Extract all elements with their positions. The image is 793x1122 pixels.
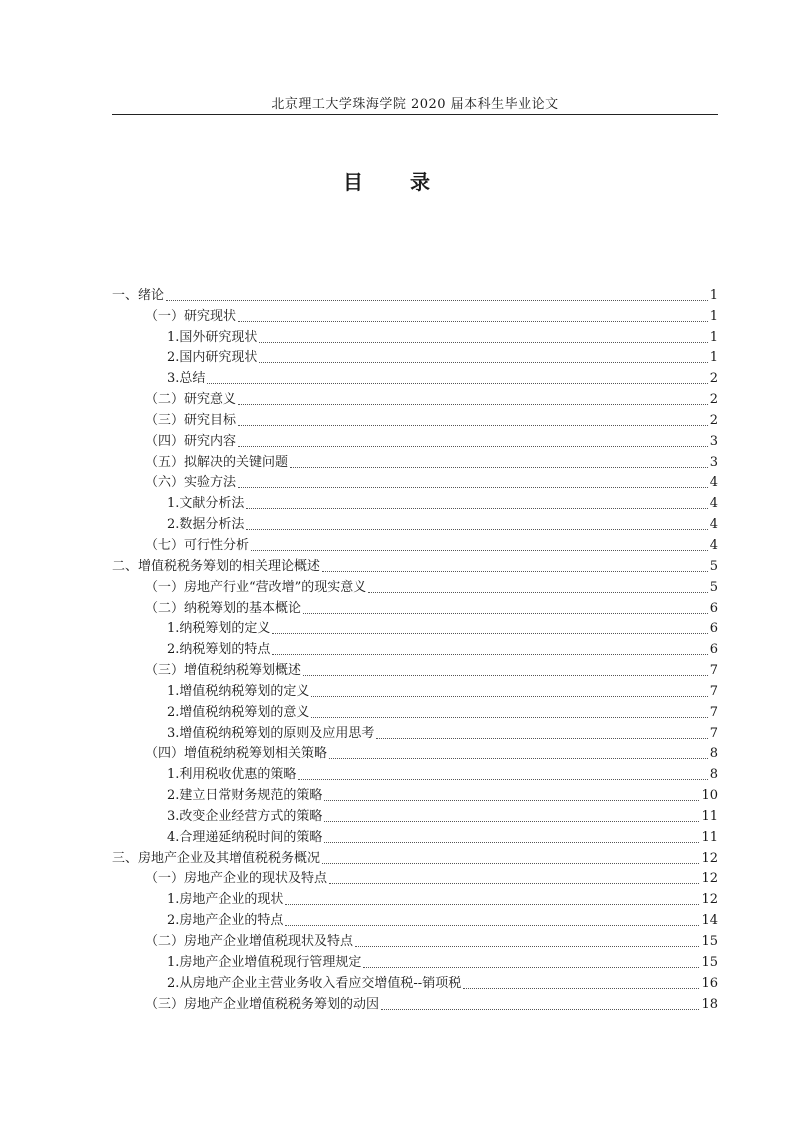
toc-entry-page: 12 bbox=[701, 850, 718, 866]
page-header: 北京理工大学珠海学院 2020 届本科生毕业论文 bbox=[271, 97, 559, 112]
toc-entry-page: 2 bbox=[709, 392, 718, 408]
toc-leader-dots bbox=[272, 654, 707, 655]
toc-entry-label: （七）可行性分析 bbox=[145, 537, 250, 553]
toc-entry[interactable] bbox=[112, 491, 718, 512]
toc-entry[interactable] bbox=[112, 804, 718, 825]
toc-leader-dots bbox=[166, 300, 708, 301]
toc-entry[interactable] bbox=[112, 512, 718, 533]
toc-leader-dots bbox=[303, 675, 708, 676]
header-rule bbox=[112, 114, 718, 115]
toc-entry-page: 14 bbox=[701, 913, 718, 929]
toc-leader-dots bbox=[322, 863, 699, 864]
toc-entry[interactable] bbox=[112, 450, 718, 471]
toc-leader-dots bbox=[311, 717, 707, 718]
toc-entry-label: 2.增值税纳税筹划的意义 bbox=[167, 704, 310, 720]
toc-entry-page: 18 bbox=[701, 996, 718, 1012]
toc-entry-page: 11 bbox=[701, 808, 718, 824]
toc-entry-page: 2 bbox=[709, 412, 718, 428]
toc-entry[interactable] bbox=[112, 742, 718, 763]
toc-entry-label: （一）研究现状 bbox=[145, 308, 237, 324]
toc-entry-page: 5 bbox=[709, 579, 718, 595]
toc-entry[interactable] bbox=[112, 762, 718, 783]
toc-entry-label: 1.房地产企业的现状 bbox=[167, 892, 284, 908]
toc-entry-page: 6 bbox=[709, 621, 718, 637]
toc-leader-dots bbox=[238, 487, 708, 488]
toc-entry-label: （二）研究意义 bbox=[145, 392, 237, 408]
toc-leader-dots bbox=[238, 446, 708, 447]
toc-entry[interactable] bbox=[112, 887, 718, 908]
toc-leader-dots bbox=[238, 425, 708, 426]
toc-entry-label: （三）增值税纳税筹划概述 bbox=[145, 663, 302, 679]
toc-entry[interactable] bbox=[112, 992, 718, 1013]
toc-entry-page: 1 bbox=[709, 287, 718, 303]
toc-leader-dots bbox=[322, 571, 708, 572]
toc-leader-dots bbox=[285, 925, 699, 926]
toc-entry-page: 7 bbox=[709, 704, 718, 720]
toc-leader-dots bbox=[207, 383, 707, 384]
toc-leader-dots bbox=[329, 883, 699, 884]
toc-entry[interactable] bbox=[112, 283, 718, 304]
toc-entry-page: 15 bbox=[701, 954, 718, 970]
toc-leader-dots bbox=[246, 508, 707, 509]
toc-leader-dots bbox=[324, 821, 699, 822]
toc-entry-page: 15 bbox=[701, 934, 718, 949]
toc-entry-label: 1.文献分析法 bbox=[167, 496, 245, 512]
toc-entry-label: （一）房地产企业的现状及特点 bbox=[145, 871, 328, 887]
toc-entry[interactable] bbox=[112, 825, 718, 846]
toc-entry[interactable] bbox=[112, 617, 718, 638]
toc-entry-label: 一、绪论 bbox=[112, 287, 165, 303]
toc-entry-label: （一）房地产行业“营改增”的现实意义 bbox=[145, 579, 367, 595]
toc-leader-dots bbox=[290, 467, 708, 468]
toc-entry-label: （二）房地产企业增值税现状及特点 bbox=[145, 934, 354, 949]
page-title: 目 录 bbox=[343, 170, 450, 194]
toc-entry-page: 12 bbox=[701, 871, 718, 887]
toc-entry-label: （四）增值税纳税筹划相关策略 bbox=[145, 746, 328, 762]
toc-leader-dots bbox=[303, 613, 708, 614]
toc-entry-label: 二、增值税税务筹划的相关理论概述 bbox=[112, 558, 321, 574]
toc-leader-dots bbox=[285, 904, 699, 905]
toc-entry[interactable] bbox=[112, 575, 718, 596]
table-of-contents bbox=[112, 283, 718, 1013]
toc-entry-label: 3.改变企业经营方式的策略 bbox=[167, 808, 323, 824]
toc-entry-page: 5 bbox=[709, 558, 718, 574]
toc-entry-page: 1 bbox=[709, 350, 718, 366]
toc-entry-label: 3.增值税纳税筹划的原则及应用思考 bbox=[167, 725, 375, 741]
toc-leader-dots bbox=[298, 779, 707, 780]
toc-leader-dots bbox=[272, 633, 707, 634]
toc-leader-dots bbox=[238, 321, 708, 322]
toc-entry[interactable] bbox=[112, 596, 718, 617]
toc-entry[interactable] bbox=[112, 533, 718, 554]
toc-entry-label: 1.国外研究现状 bbox=[167, 329, 258, 345]
toc-entry-label: 2.数据分析法 bbox=[167, 517, 245, 533]
toc-entry-label: 三、房地产企业及其增值税税务概况 bbox=[112, 850, 321, 866]
toc-entry[interactable] bbox=[112, 679, 718, 700]
toc-entry-label: 2.房地产企业的特点 bbox=[167, 913, 284, 929]
toc-leader-dots bbox=[355, 946, 699, 947]
toc-entry-page: 2 bbox=[709, 371, 718, 387]
toc-entry-page: 8 bbox=[709, 767, 718, 783]
toc-entry[interactable] bbox=[112, 700, 718, 721]
toc-entry-page: 3 bbox=[709, 433, 718, 449]
toc-entry-page: 1 bbox=[709, 308, 718, 324]
toc-entry[interactable] bbox=[112, 408, 718, 429]
toc-leader-dots bbox=[368, 592, 707, 593]
toc-entry[interactable] bbox=[112, 366, 718, 387]
toc-entry[interactable] bbox=[112, 929, 718, 950]
toc-entry-page: 4 bbox=[709, 517, 718, 533]
toc-entry-page: 8 bbox=[709, 746, 718, 762]
toc-entry-label: 2.国内研究现状 bbox=[167, 350, 258, 366]
toc-entry-page: 11 bbox=[701, 829, 718, 845]
toc-entry-page: 6 bbox=[709, 642, 718, 658]
toc-entry-label: （五）拟解决的关键问题 bbox=[145, 454, 289, 470]
toc-entry-label: （二）纳税筹划的基本概论 bbox=[145, 600, 302, 616]
toc-entry-label: 2.建立日常财务规范的策略 bbox=[167, 788, 323, 804]
toc-entry-label: （四）研究内容 bbox=[145, 433, 237, 449]
toc-entry-label: 1.房地产企业增值税现行管理规定 bbox=[167, 954, 362, 970]
toc-entry-label: 2.从房地产企业主营业务收入看应交增值税--销项税 bbox=[167, 975, 462, 991]
toc-entry[interactable] bbox=[112, 554, 718, 575]
toc-leader-dots bbox=[381, 1009, 699, 1010]
toc-entry[interactable] bbox=[112, 387, 718, 408]
toc-leader-dots bbox=[463, 988, 699, 989]
toc-entry-page: 4 bbox=[709, 537, 718, 553]
toc-entry[interactable] bbox=[112, 429, 718, 450]
toc-entry-label: （六）实验方法 bbox=[145, 475, 237, 491]
toc-entry[interactable] bbox=[112, 950, 718, 971]
toc-leader-dots bbox=[259, 342, 707, 343]
toc-entry-label: 2.纳税筹划的特点 bbox=[167, 642, 271, 658]
toc-entry-page: 6 bbox=[709, 600, 718, 616]
toc-entry-label: 3.总结 bbox=[167, 371, 206, 387]
toc-entry[interactable] bbox=[112, 658, 718, 679]
toc-entry-page: 10 bbox=[701, 788, 718, 804]
toc-entry[interactable] bbox=[112, 783, 718, 804]
toc-entry-page: 4 bbox=[709, 475, 718, 491]
toc-leader-dots bbox=[311, 696, 707, 697]
toc-leader-dots bbox=[251, 550, 708, 551]
toc-leader-dots bbox=[324, 800, 699, 801]
toc-leader-dots bbox=[238, 404, 708, 405]
toc-entry-page: 12 bbox=[701, 892, 718, 908]
toc-entry-page: 7 bbox=[709, 725, 718, 741]
toc-entry-page: 7 bbox=[709, 663, 718, 679]
toc-leader-dots bbox=[329, 758, 708, 759]
toc-leader-dots bbox=[363, 967, 699, 968]
toc-entry[interactable] bbox=[112, 971, 718, 992]
toc-entry-label: 1.利用税收优惠的策略 bbox=[167, 767, 297, 783]
toc-entry[interactable] bbox=[112, 637, 718, 658]
toc-entry-page: 1 bbox=[709, 329, 718, 345]
toc-entry[interactable] bbox=[112, 471, 718, 492]
toc-leader-dots bbox=[246, 529, 707, 530]
toc-leader-dots bbox=[376, 738, 707, 739]
toc-entry-label: 1.增值税纳税筹划的定义 bbox=[167, 683, 310, 699]
toc-entry[interactable] bbox=[112, 846, 718, 867]
toc-entry-page: 7 bbox=[709, 683, 718, 699]
toc-entry-page: 16 bbox=[701, 975, 718, 991]
toc-leader-dots bbox=[259, 362, 707, 363]
toc-entry[interactable] bbox=[112, 908, 718, 929]
toc-entry-label: （三）房地产企业增值税税务筹划的动因 bbox=[145, 996, 380, 1012]
toc-entry[interactable] bbox=[112, 325, 718, 346]
toc-entry-label: 4.合理递延纳税时间的策略 bbox=[167, 829, 323, 845]
toc-entry-page: 3 bbox=[709, 454, 718, 470]
toc-entry-page: 4 bbox=[709, 496, 718, 512]
toc-entry[interactable] bbox=[112, 304, 718, 325]
toc-entry[interactable] bbox=[112, 346, 718, 367]
toc-entry[interactable] bbox=[112, 867, 718, 888]
toc-entry-label: （三）研究目标 bbox=[145, 412, 237, 428]
toc-entry[interactable] bbox=[112, 721, 718, 742]
toc-entry-label: 1.纳税筹划的定义 bbox=[167, 621, 271, 637]
toc-leader-dots bbox=[324, 842, 699, 843]
